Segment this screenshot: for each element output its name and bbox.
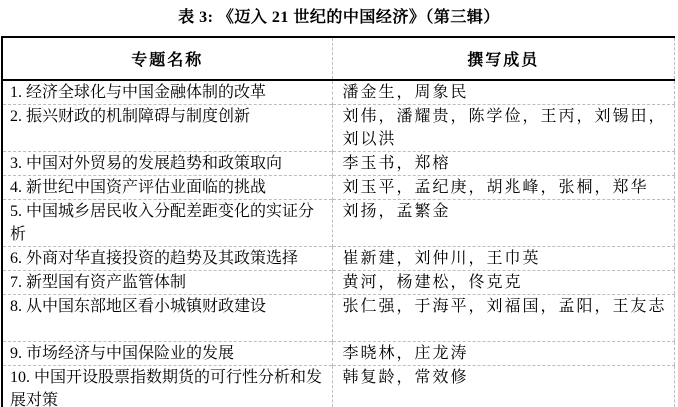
topic-cell: 6. 外商对华直接投资的趋势及其政策选择	[2, 247, 332, 271]
members-cell: 崔新建，刘仲川，王巾英	[332, 247, 675, 271]
members-cell: 潘金生，周象民	[332, 80, 675, 105]
topics-table	[1, 36, 675, 407]
topic-cell: 4. 新世纪中国资产评估业面临的挑战	[2, 176, 332, 200]
table-row	[2, 366, 675, 407]
topic-cell: 3. 中国对外贸易的发展趋势和政策取向	[2, 152, 332, 176]
members-cell: 刘伟，潘耀贵，陈学俭，王丙，刘锡田，刘以洪	[332, 105, 675, 152]
table-row	[2, 342, 675, 366]
topic-cell: 10. 中国开设股票指数期货的可行性分析和发展对策	[2, 366, 332, 407]
topic-cell: 1. 经济全球化与中国金融体制的改革	[10, 84, 267, 101]
table-row	[2, 152, 675, 176]
members-cell: 黄河，杨建松，佟克克	[332, 271, 675, 295]
table-title: 表 3: 《迈入 21 世纪的中国经济》（第三辑）	[178, 9, 500, 26]
members-cell: 李晓林，庄龙涛	[332, 342, 675, 366]
members-cell: 刘扬，孟繁金	[332, 200, 675, 247]
table-row	[2, 271, 675, 295]
topic-cell: 9. 市场经济与中国保险业的发展	[2, 342, 332, 366]
table-row	[2, 295, 675, 342]
table-row	[2, 176, 675, 200]
members-cell: 李玉书，郑榕	[332, 152, 675, 176]
table-row	[2, 105, 675, 152]
topic-cell: 7. 新型国有资产监管体制	[2, 271, 332, 295]
topic-cell: 8. 从中国东部地区看小城镇财政建设	[2, 295, 332, 342]
table-row	[2, 80, 675, 105]
column-header-members: 撰写成员	[332, 37, 675, 80]
members-cell: 张仁强，于海平，刘福国，孟阳，王友志	[332, 295, 675, 342]
table-row	[2, 247, 675, 271]
header-row	[2, 37, 675, 80]
column-header-topic: 专题名称	[2, 37, 332, 80]
members-cell: 刘玉平，孟纪庚，胡兆峰，张桐，郑华	[332, 176, 675, 200]
topic-cell: 5. 中国城乡居民收入分配差距变化的实证分析	[2, 200, 332, 247]
topic-cell: 2. 振兴财政的机制障碍与制度创新	[2, 105, 332, 152]
members-cell: 韩复龄，常效修	[332, 366, 675, 407]
table-row	[2, 200, 675, 247]
